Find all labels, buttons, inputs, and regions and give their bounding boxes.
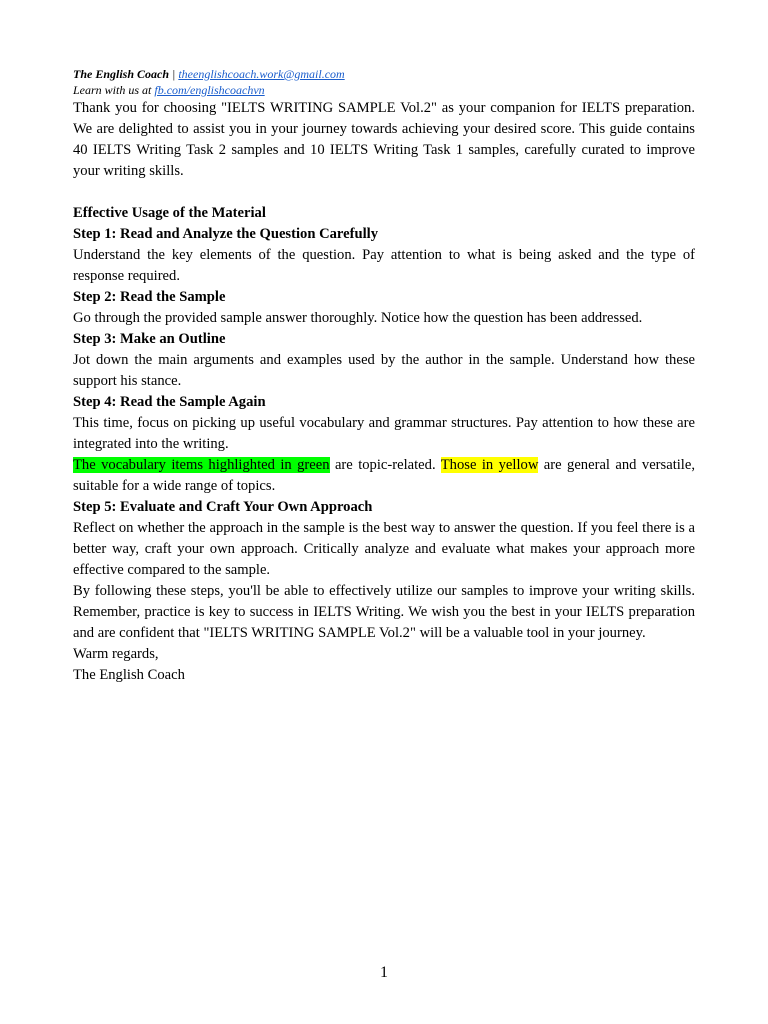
step-1-title: Step 1: Read and Analyze the Question Carefully: [73, 226, 378, 242]
email-link[interactable]: theenglishcoach.work@gmail.com: [178, 67, 345, 81]
green-highlight-text: The vocabulary items highlighted in green: [73, 457, 330, 473]
closing-paragraph: By following these steps, you'll be able to effectively utilize our samples to improve your writing skills. Remember, practice is key to success in IELTS Writing. We wish you the best in your IELTS preparation and are confident that "IELTS WRITING SAMPLE Vol.2" will be a valuable tool in your journey.: [73, 583, 695, 641]
step-3-text: Jot down the main arguments and examples used by the author in the sample. Understand how these support his stance.: [73, 352, 695, 389]
learn-prefix: Learn with us at: [73, 83, 155, 97]
step-3-title: Step 3: Make an Outline: [73, 331, 226, 347]
step-1-text: Understand the key elements of the question. Pay attention to what is being asked and the type of response required.: [73, 247, 695, 284]
step-4-title: Step 4: Read the Sample Again: [73, 394, 266, 410]
highlight-end-text: are general and versatile, suitable for a wide range of topics.: [73, 457, 695, 494]
header-contact-line: [73, 66, 695, 82]
step-5-title: Step 5: Evaluate and Craft Your Own Approach: [73, 499, 373, 515]
header-brand: The English Coach: [73, 67, 170, 81]
step-2-text: Go through the provided sample answer thoroughly. Notice how the question has been addressed.: [73, 310, 643, 326]
signature: The English Coach: [73, 667, 185, 683]
step-2-title: Step 2: Read the Sample: [73, 289, 226, 305]
header-separator: |: [169, 67, 179, 81]
highlight-note: [73, 455, 695, 497]
section-title: Effective Usage of the Material: [73, 205, 266, 221]
intro-paragraph: Thank you for choosing "IELTS WRITING SAMPLE Vol.2" as your companion for IELTS preparation. We are delighted to assist you in your journey towards achieving your desired score. This guide contains 40 IELTS Writing Task 2 samples and 10 IELTS Writing Task 1 samples, carefully curated to improve your writing skills.: [73, 100, 695, 179]
highlight-middle-text: are topic-related.: [329, 457, 441, 473]
step-5-text: Reflect on whether the approach in the sample is the best way to answer the question. If you feel there is a better way, craft your own approach. Critically analyze and evaluate what makes your approach more effective compared to the sample.: [73, 520, 695, 578]
facebook-link[interactable]: fb.com/englishcoachvn: [154, 83, 265, 97]
sign-off: Warm regards,: [73, 646, 159, 662]
yellow-highlight-text: Those in yellow: [440, 457, 539, 473]
page-number: 1: [380, 964, 388, 981]
document-page: [73, 66, 695, 686]
header-learn-line: [73, 82, 695, 98]
paragraph-spacer: [73, 182, 695, 203]
step-4-text: This time, focus on picking up useful vocabulary and grammar structures. Pay attention to how these are integrated into the writing.: [73, 415, 695, 452]
